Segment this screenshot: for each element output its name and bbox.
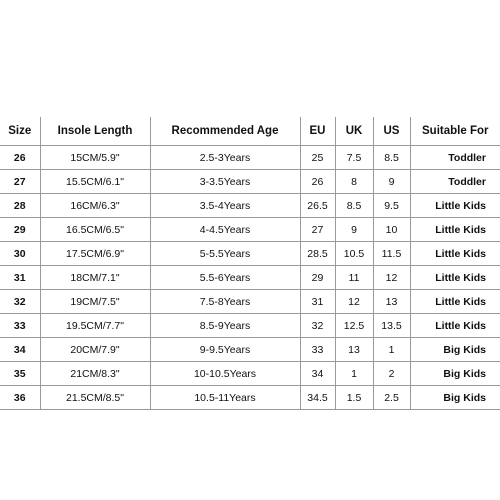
uk-cell: 11	[335, 266, 373, 290]
us-cell: 13.5	[373, 314, 410, 338]
suitable-for-cell: Little Kids	[410, 290, 500, 314]
suitable-for-cell: Toddler	[410, 170, 500, 194]
uk-cell: 9	[335, 218, 373, 242]
insole-length-cell: 21CM/8.3"	[40, 362, 150, 386]
suitable-for-cell: Toddler	[410, 146, 500, 170]
recommended-age-cell: 10.5-11Years	[150, 386, 300, 410]
size-cell: 26	[0, 146, 40, 170]
us-cell: 8.5	[373, 146, 410, 170]
us-cell: 9.5	[373, 194, 410, 218]
eu-cell: 26	[300, 170, 335, 194]
eu-cell: 27	[300, 218, 335, 242]
insole-length-cell: 20CM/7.9"	[40, 338, 150, 362]
suitable-for-cell: Little Kids	[410, 194, 500, 218]
us-cell: 13	[373, 290, 410, 314]
suitable-for-cell: Big Kids	[410, 386, 500, 410]
size-cell: 31	[0, 266, 40, 290]
suitable-for-cell: Little Kids	[410, 266, 500, 290]
insole-length-cell: 19CM/7.5"	[40, 290, 150, 314]
table-row	[0, 194, 500, 218]
size-cell: 35	[0, 362, 40, 386]
uk-cell: 13	[335, 338, 373, 362]
size-cell: 30	[0, 242, 40, 266]
us-cell: 1	[373, 338, 410, 362]
header-eu: EU	[300, 117, 335, 146]
table-row	[0, 362, 500, 386]
uk-cell: 8	[335, 170, 373, 194]
uk-cell: 1.5	[335, 386, 373, 410]
table-row	[0, 242, 500, 266]
table-row	[0, 338, 500, 362]
uk-cell: 8.5	[335, 194, 373, 218]
table-row	[0, 266, 500, 290]
table-row	[0, 146, 500, 170]
insole-length-cell: 18CM/7.1"	[40, 266, 150, 290]
eu-cell: 31	[300, 290, 335, 314]
size-chart-body	[0, 146, 500, 410]
insole-length-cell: 17.5CM/6.9"	[40, 242, 150, 266]
uk-cell: 1	[335, 362, 373, 386]
insole-length-cell: 15CM/5.9"	[40, 146, 150, 170]
table-row	[0, 170, 500, 194]
us-cell: 11.5	[373, 242, 410, 266]
header-recommended-age: Recommended Age	[150, 117, 300, 146]
size-cell: 32	[0, 290, 40, 314]
suitable-for-cell: Big Kids	[410, 362, 500, 386]
size-cell: 28	[0, 194, 40, 218]
header-uk: UK	[335, 117, 373, 146]
recommended-age-cell: 9-9.5Years	[150, 338, 300, 362]
suitable-for-cell: Little Kids	[410, 218, 500, 242]
size-chart-table	[0, 117, 500, 410]
header-size: Size	[0, 117, 40, 146]
header-us: US	[373, 117, 410, 146]
header-insole-length: Insole Length	[40, 117, 150, 146]
size-cell: 29	[0, 218, 40, 242]
eu-cell: 25	[300, 146, 335, 170]
recommended-age-cell: 5-5.5Years	[150, 242, 300, 266]
us-cell: 12	[373, 266, 410, 290]
eu-cell: 32	[300, 314, 335, 338]
insole-length-cell: 16CM/6.3"	[40, 194, 150, 218]
insole-length-cell: 15.5CM/6.1"	[40, 170, 150, 194]
us-cell: 9	[373, 170, 410, 194]
size-cell: 34	[0, 338, 40, 362]
uk-cell: 10.5	[335, 242, 373, 266]
eu-cell: 33	[300, 338, 335, 362]
recommended-age-cell: 4-4.5Years	[150, 218, 300, 242]
header-suitable-for: Suitable For	[410, 117, 500, 146]
suitable-for-cell: Little Kids	[410, 242, 500, 266]
us-cell: 10	[373, 218, 410, 242]
size-cell: 27	[0, 170, 40, 194]
eu-cell: 28.5	[300, 242, 335, 266]
us-cell: 2.5	[373, 386, 410, 410]
table-row	[0, 314, 500, 338]
uk-cell: 12.5	[335, 314, 373, 338]
insole-length-cell: 21.5CM/8.5"	[40, 386, 150, 410]
insole-length-cell: 19.5CM/7.7"	[40, 314, 150, 338]
size-cell: 33	[0, 314, 40, 338]
size-cell: 36	[0, 386, 40, 410]
insole-length-cell: 16.5CM/6.5"	[40, 218, 150, 242]
uk-cell: 12	[335, 290, 373, 314]
suitable-for-cell: Little Kids	[410, 314, 500, 338]
suitable-for-cell: Big Kids	[410, 338, 500, 362]
table-row	[0, 218, 500, 242]
eu-cell: 34	[300, 362, 335, 386]
eu-cell: 34.5	[300, 386, 335, 410]
us-cell: 2	[373, 362, 410, 386]
recommended-age-cell: 8.5-9Years	[150, 314, 300, 338]
recommended-age-cell: 7.5-8Years	[150, 290, 300, 314]
recommended-age-cell: 3-3.5Years	[150, 170, 300, 194]
recommended-age-cell: 2.5-3Years	[150, 146, 300, 170]
table-row	[0, 290, 500, 314]
table-row	[0, 386, 500, 410]
eu-cell: 26.5	[300, 194, 335, 218]
recommended-age-cell: 5.5-6Years	[150, 266, 300, 290]
uk-cell: 7.5	[335, 146, 373, 170]
header-row	[0, 117, 500, 146]
recommended-age-cell: 3.5-4Years	[150, 194, 300, 218]
eu-cell: 29	[300, 266, 335, 290]
recommended-age-cell: 10-10.5Years	[150, 362, 300, 386]
